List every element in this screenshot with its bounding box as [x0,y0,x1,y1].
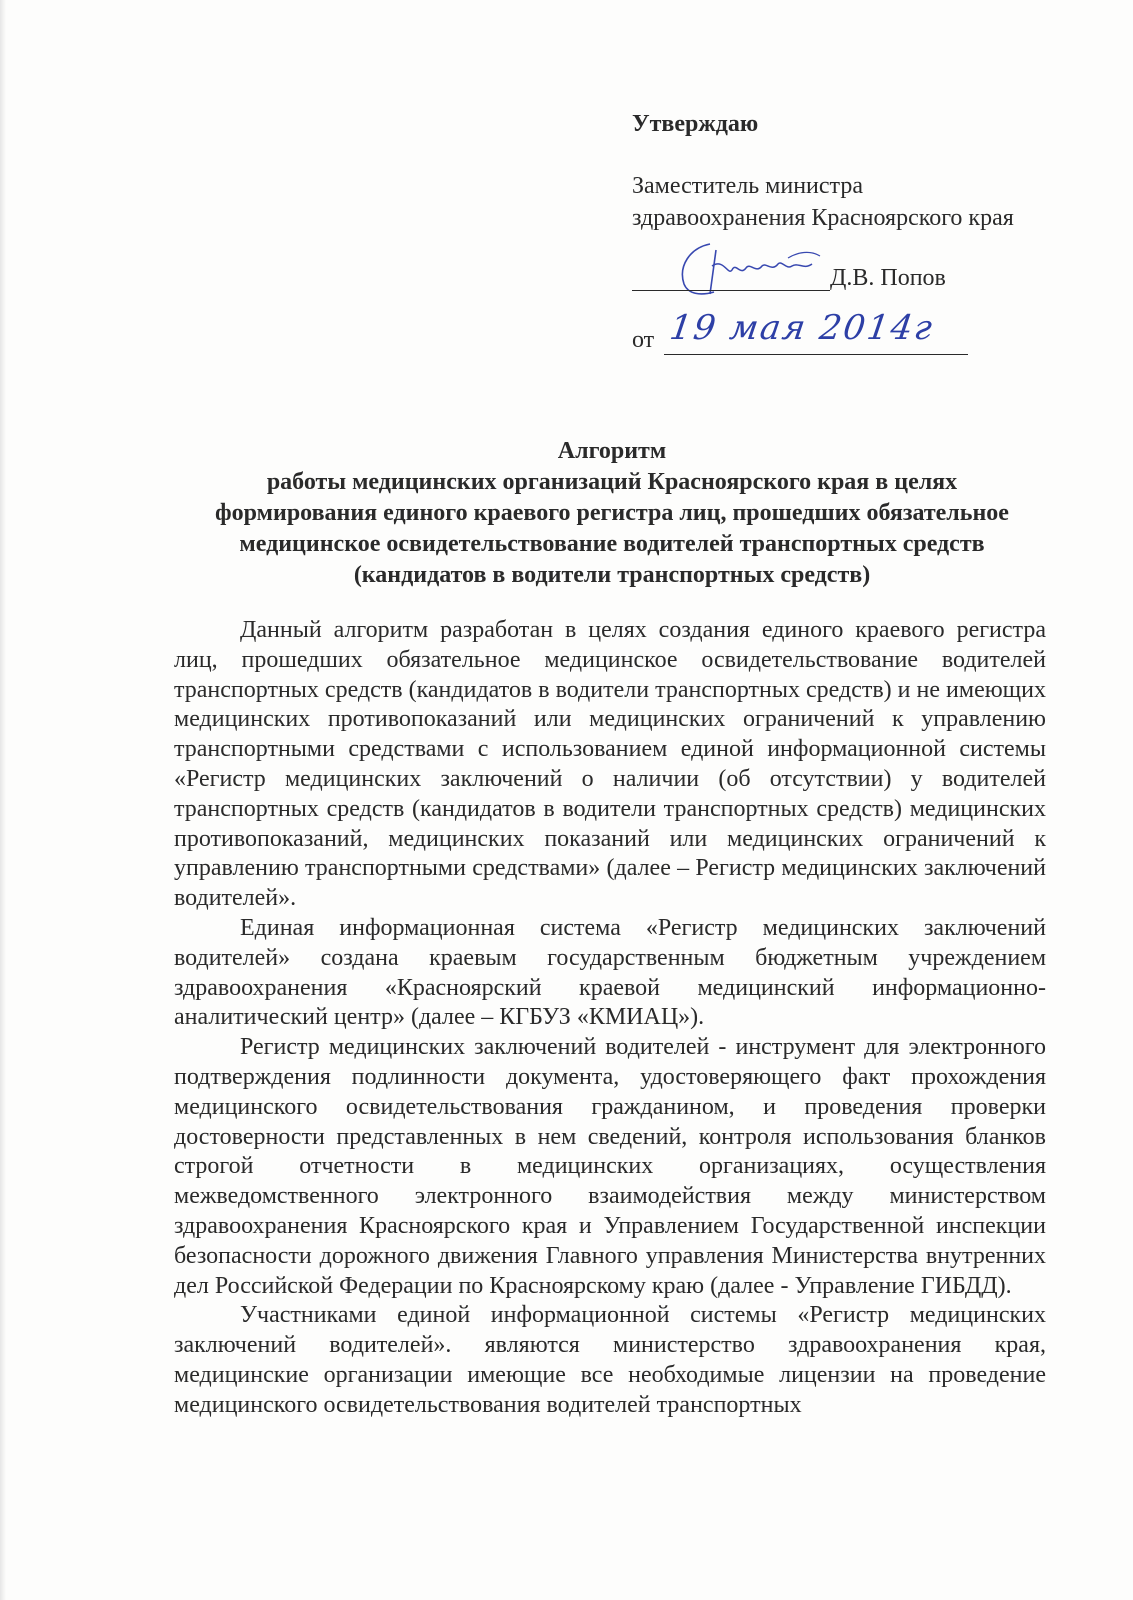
paragraph-4: Участниками единой информационной системы «Регистр медицинских заключений водителей». являются министерство здравоохранения края, медицинские организации имеющие все необходимые лицензии на проведение медицинского освидетельствования водителей транспортных [174,1302,1046,1418]
handwritten-date: 19 мая 2014г [667,308,937,348]
title-line-3: медицинское освидетельствование водителей транспортных средств [239,531,985,557]
signature-line [632,262,1092,298]
approval-title: Утверждаю [632,111,759,137]
approval-date-line [632,308,972,358]
document-body [174,616,1046,1421]
approver-position [632,170,1092,234]
scan-edge-shadow [0,0,6,1600]
paragraph-3: Регистр медицинских заключений водителей - инструмент для электронного подтверждения подлинности документа, удостоверяющего факт прохождения медицинского освидетельствования гражданином, и проведения проверки достоверности представленных в нем сведений, контроля использования бланков строгой отчетности в медицинских организациях, осуществления межведомственного электронного взаимодействия между министерством здравоохранения Красноярского края и Управлением Государственной инспекции безопасности дорожного движения Главного управления Министерства внутренних дел Российской Федерации по Красноярскому краю (далее - Управление ГИБДД). [174,1034,1046,1299]
paragraph-1: Данный алгоритм разработан в целях создания единого краевого регистра лиц, прошедших обязательное медицинское освидетельствование водителей транспортных средств (кандидатов в водители транспортных средств) и не имеющих медицинских противопоказаний или медицинских ограничений к управлению транспортными средствами с использованием единой информационной системы «Регистр медицинских заключений о наличии (об отсутствии) у водителей транспортных средств (кандидатов в водители транспортных средств) медицинских противопоказаний, медицинских показаний или медицинских ограничений к управлению транспортными средствами» (далее – Регистр медицинских заключений водителей». [174,617,1046,912]
handwritten-signature [670,236,830,306]
document-title [172,436,1052,591]
date-underline [664,354,968,355]
position-line-1: Заместитель министра [632,173,863,199]
paragraph-2: Единая информационная система «Регистр медицинских заключений водителей» создана краевым государственным бюджетным учреждением здравоохранения «Красноярский краевой медицинский информационно-аналитический центр» (далее – КГБУЗ «КМИАЦ»). [174,914,1046,1031]
approval-block [632,108,1092,353]
signature-underline [632,290,830,291]
signer-name: Д.В. Попов [830,265,946,291]
title-line-2: формирования единого краевого регистра лиц, прошедших обязательное [215,500,1009,526]
title-line-1: работы медицинских организаций Красноярского края в целях [266,469,958,495]
title-heading: Алгоритм [557,438,667,464]
date-prefix: от [632,327,655,353]
title-line-4: (кандидатов в водители транспортных средств) [353,562,871,588]
position-line-2: здравоохранения Красноярского края [632,205,1014,231]
